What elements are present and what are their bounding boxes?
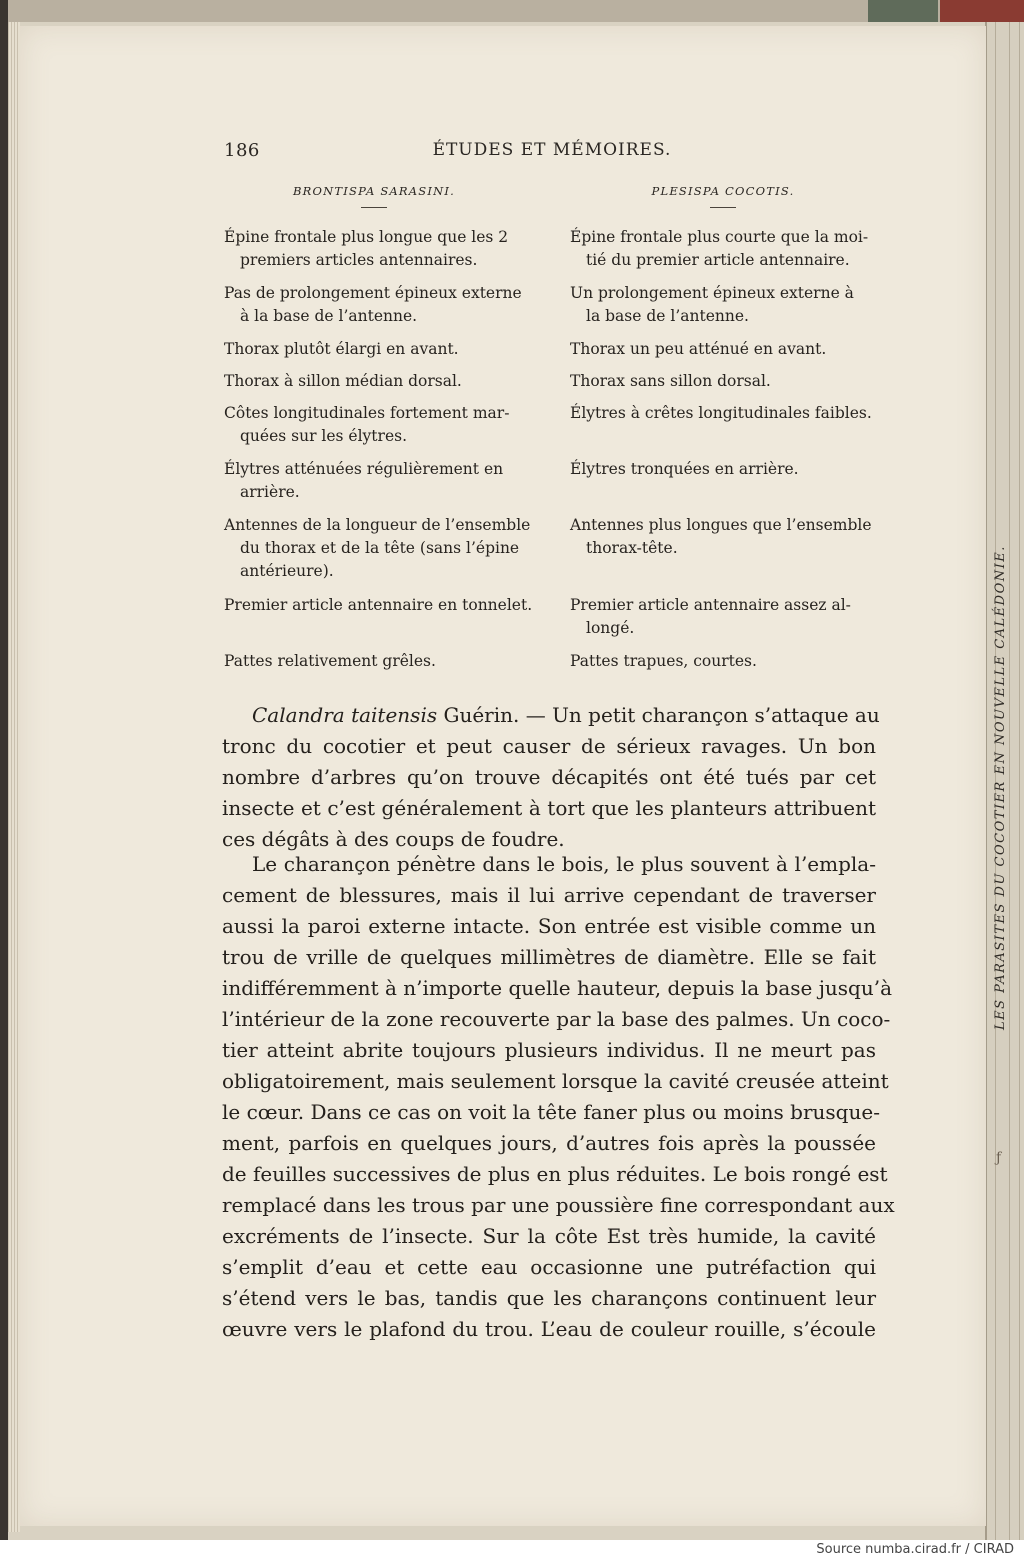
text-line: de feuilles successives de plus en plus réduites. Le bois rongé est [222,1162,888,1186]
entry-line: Thorax à sillon médian dorsal. [224,372,462,390]
comparison-entry [570,458,890,481]
paragraph-calandra [222,700,880,855]
comparison-entry [570,370,890,393]
comparison-entry [224,370,544,393]
paragraph-charancon [222,849,895,1345]
comparison-entry [570,226,890,272]
source-credit: Source numba.cirad.fr / CIRAD [816,1542,1014,1557]
comparison-entry [570,650,890,673]
entry-line: Pattes relativement grêles. [224,652,436,670]
text-line: nombre d’arbres qu’on trouve décapités ont été tués par cet [222,765,876,789]
text-line: s’étend vers le bas, tandis que les charançons continuent leur [222,1286,876,1310]
column-rule-left [361,207,387,208]
text-line: tier atteint abrite toujours plusieurs individus. Il ne meurt pas [222,1038,876,1062]
entry-line: Élytres atténuées régulièrement en [224,460,504,478]
text-line: l’intérieur de la zone recouverte par la base des palmes. Un coco- [222,1007,891,1031]
species-name: Calandra taitensis [252,703,438,727]
entry-continuation: à la base de l’antenne. [240,307,418,325]
text-line: ces dégâts à des coups de foudre. [222,827,565,851]
entry-continuation: la base de l’antenne. [586,307,749,325]
comparison-entry [570,282,890,328]
text-line: ment, parfois en quelques jours, d’autres fois après la poussée [222,1131,876,1155]
text-line: insecte et c’est généralement à tort que les planteurs attribuent [222,796,876,820]
page-header [224,140,880,170]
entry-continuation: antérieure). [240,562,334,580]
entry-line: Élytres tronquées en arrière. [570,460,799,478]
comparison-entry [224,226,544,272]
entry-line: Antennes de la longueur de l’ensemble [224,516,531,534]
entry-continuation: longé. [586,619,635,637]
entry-line: Épine frontale plus courte que la moi- [570,228,869,246]
entry-continuation: quées sur les élytres. [240,427,407,445]
text-line: s’emplit d’eau et cette eau occasionne une putréfaction qui [222,1255,876,1279]
column-heading-left: BRONTISPA SARASINI. [293,184,455,198]
entry-line: Thorax un peu atténué en avant. [570,340,827,358]
text-line: œuvre vers le plafond du trou. L’eau de couleur rouille, s’écoule [222,1317,876,1341]
column-heading-right: PLESISPA COCOTIS. [651,184,795,198]
spine-title: LES PARASITES DU COCOTIER EN NOUVELLE CALÉDONIE. [993,545,1008,1030]
text-line: tronc du cocotier et peut causer de sérieux ravages. Un bon [222,734,876,758]
text-line: indifféremment à n’importe quelle hauteur, depuis la base jusqu’à [222,976,893,1000]
entry-continuation: arrière. [240,483,300,501]
comparison-entry [570,338,890,361]
comparison-entry [570,594,890,640]
comparison-entry [224,514,544,583]
entry-line: Côtes longitudinales fortement mar- [224,404,510,422]
entry-continuation: tié du premier article antennaire. [586,251,850,269]
entry-line: Pas de prolongement épineux externe [224,284,522,302]
text-line: aussi la paroi externe intacte. Son entrée est visible comme un [222,914,876,938]
comparison-entry [224,282,544,328]
entry-line: Épine frontale plus longue que les 2 [224,228,509,246]
entry-line: Thorax plutôt élargi en avant. [224,340,459,358]
comparison-entry [224,402,544,448]
column-rule-right [710,207,736,208]
text-line: trou de vrille de quelques millimètres de diamètre. Elle se fait [222,945,876,969]
entry-line: Premier article antennaire assez al- [570,596,851,614]
text-line-rest: Guérin. — Un petit charançon s’attaque au [437,703,880,727]
entry-continuation: thorax-tête. [586,539,678,557]
entry-line: Thorax sans sillon dorsal. [570,372,771,390]
page-stack-edge [8,22,20,1532]
binding-strip [868,0,938,22]
comparison-entry [570,514,890,560]
running-head: ÉTUDES ET MÉMOIRES. [432,140,672,160]
entry-line: Un prolongement épineux externe à [570,284,854,302]
left-edge [0,0,8,1540]
comparison-entry [224,458,544,504]
entry-continuation: du thorax et de la tête (sans l’épine [240,539,520,557]
entry-continuation: premiers articles antennaires. [240,251,478,269]
entry-line: Antennes plus longues que l’ensemble [570,516,872,534]
text-line: le cœur. Dans ce cas on voit la tête faner plus ou moins brusque- [222,1100,880,1124]
margin-mark: ƒ [996,1150,1002,1166]
text-line: excréments de l’insecte. Sur la côte Est très humide, la cavité [222,1224,876,1248]
footer-bar [0,1540,1024,1560]
text-line: cement de blessures, mais il lui arrive cependant de traverser [222,883,876,907]
entry-line: Élytres à crêtes longitudinales faibles. [570,404,872,422]
comparison-entry [570,402,890,425]
entry-line: Pattes trapues, courtes. [570,652,757,670]
text-line [222,700,880,731]
text-line: obligatoirement, mais seulement lorsque la cavité creusée atteint [222,1069,889,1093]
page-number: 186 [224,140,260,161]
text-line: remplacé dans les trous par une poussière fine correspondant aux [222,1193,895,1217]
comparison-entry [224,650,544,673]
binding-strip [940,0,1024,22]
comparison-entry [224,594,544,617]
comparison-entry [224,338,544,361]
entry-line: Premier article antennaire en tonnelet. [224,596,533,614]
text-line: Le charançon pénètre dans le bois, le plus souvent à l’empla- [252,852,876,876]
